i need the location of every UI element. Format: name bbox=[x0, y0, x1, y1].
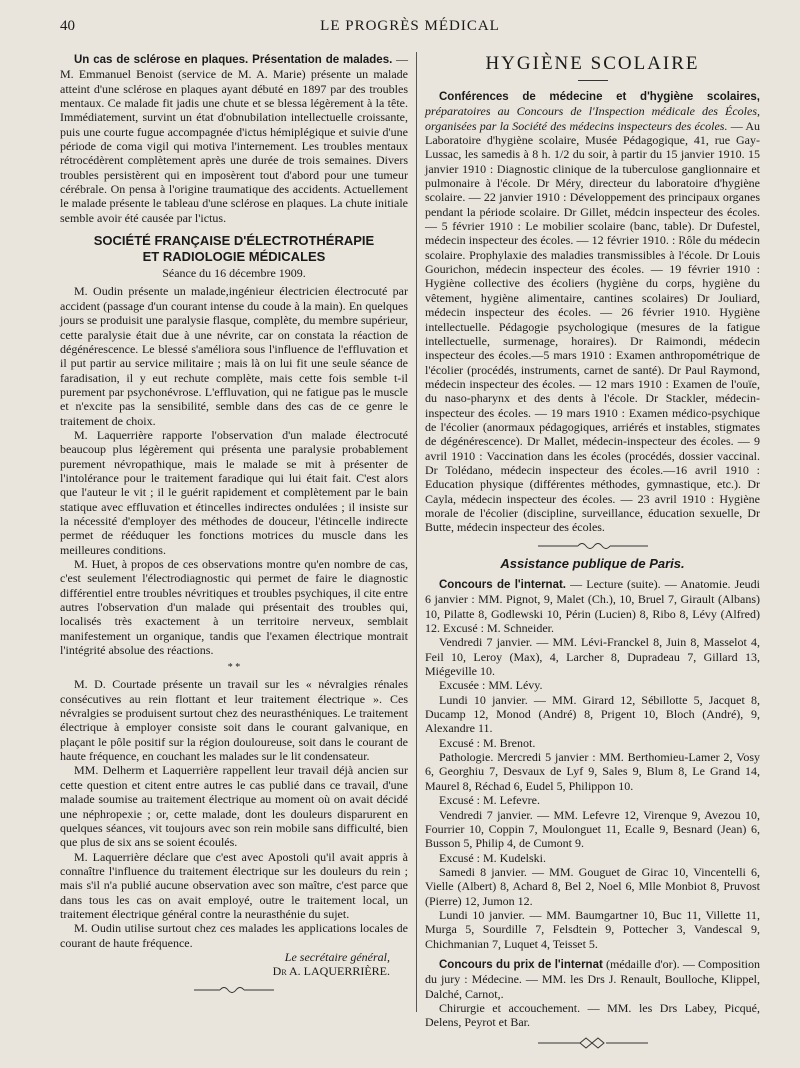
internat-text: — Lecture (suite). — Anatomie. Jeudi 6 janvier : MM. Pignot, 9, Malet (Ch.), 10, Bruel 7, Girault (Albans) 10, Pilatte 8, Godlewski 10, Périn (Lucien) 8, Ribo 8, Lévy (Alfred) 12. Excusé : M. Schneider. bbox=[425, 577, 760, 636]
section-title-hygiene: HYGIÈNE SCOLAIRE bbox=[485, 53, 700, 74]
case-title: Un cas de sclérose en plaques. Présentation de malades. bbox=[74, 54, 393, 66]
prix-paragraph bbox=[425, 957, 760, 1001]
prix-body: (médaille d'or). — Composition du jury : Médecine. — MM. les Drs J. Renault, Boulloche, Klippel, Dalché, Carnot,. bbox=[425, 956, 760, 1001]
internat-entry: Samedi 8 janvier. — MM. Gouguet de Girac 10, Vincentelli 6, Vielle (Albert) 8, Achard 8, Bel 2, Noel 6, Mlle Monbiot 8, Pruvost (Pierre) 12, Jumon 12. bbox=[425, 864, 760, 908]
section-stars: * * bbox=[227, 662, 241, 674]
society-title bbox=[60, 233, 408, 265]
page-number: 40 bbox=[60, 18, 75, 34]
conferences-body: — Au Laboratoire d'hygiène scolaire, Musée Pédagogique, 41, rue Gay-Lussac, les samedis à 8 h. 1/2 du soir, à partir du 15 janvier 1910. 15 janvier 1910 : Diagnostic clinique de la tuberculose ganglionnaire et pulmonaire à l'école. Dr Méry, directeur du laboratoire d'hygiène scolaire. — 22 janvier 1910 : Développement des principaux organes pendant la période scolaire. Dr Gillet, médcin inspecteur des écoles. — 5 février 1910 : Le mobilier scolaire (banc, table). Dr Dufestel, médecin inspecteur des écoles. — 12 février 1910. : Rôle du médecin scolaire. Prophylaxie des maladies transmissibles à l'école. Dr Louis Gourichon, médecin inspecteur des écoles. — 19 février 1910 : Hygiène collective des écoliers (hygiène du corps, hygiène du vêtement, hygiène alimentaire, cantines scolaires) Dr Jouliard, médecin inspecteur des écoles. — 26 février 1910. Hygiène intellectuelle. Pédagogie psychologique (mesures de la fatigue intellectuelle, surmenage, horaires). Dr Raimondi, médecin inspecteur des écoles.—5 mars 1910 : Examen anthropométrique de l'écolier (procédés, instruments, carnet de santé). Dr Paul Raymond, médecin inspecteur des écoles. — 12 mars 1910 : Examen de l'ouïe, du naso-pharynx et des dents à l'école. Dr Stackler, médecin-inspecteur des écoles. — 19 mars 1910 : Examen médico-psychique de l'écolier (anormaux pédagogiques, arriérés et instables, stigmates de dégénérescence). Dr Mallet, médecin-inspecteur des écoles. — 9 avril 1910 : Vaccination dans les écoles (procédés, dossier vaccinal. Dr Tolédano, médecin inspecteur des écoles.—16 avril 1910 : Education physique (différentes méthodes, gymnastique, etc.). Dr Cayla, médecin inspecteur des écoles. — 23 avril 1910 : Hygiène morale de l'écolier (discipline, surveillance, éducation sexuelle, Dr Butte, médecin inspecteur des écoles. bbox=[425, 118, 760, 535]
internat-entry: Excusé : M. Lefevre. bbox=[439, 793, 540, 808]
flourish-ornament bbox=[538, 541, 648, 551]
session-date: Séance du 16 décembre 1909. bbox=[162, 266, 306, 281]
closing-ornament bbox=[538, 1036, 648, 1050]
conferences-paragraph bbox=[425, 89, 760, 535]
paragraph-huet: M. Huet, à propos de ces observations montre qu'en nombre de cas, c'est seulement l'électrodiagnostic qui permet de faire le diagnostic différentiel entre troubles névritiques et troubles psychiques, il cite entre autres l'observation d'un malade qui présentait des troubles qui, localisés très exactement à un territoire nerveux, semblait manifestement un organique, tandis que l'examen électrique montrait l'intégrité absolue des réactions. bbox=[60, 557, 408, 658]
paragraph-delherm: MM. Delherm et Laquerrière rappellent leur travail déjà ancien sur cette question et citent entre autres le cas publié dans ce travail, d'une malade soumise au traitement électrique au moment où on avait décidé une néphropexie ; or, cette malade, dont les douleurs disparurent en quelques séances, vit toujours avec son rein mobile sans difficulté, bien que plus de six ans se soient écoulés. bbox=[60, 763, 408, 850]
journal-title: LE PROGRÈS MÉDICAL bbox=[320, 18, 500, 34]
column-divider bbox=[416, 52, 417, 1012]
paragraph-oudin-2: M. Oudin utilise surtout chez ces malades les applications locales de courant de haute fréquence. bbox=[60, 921, 408, 950]
page-header bbox=[60, 18, 760, 40]
internat-entry: Pathologie. Mercredi 5 janvier : MM. Berthomieu-Lamer 2, Vosy 6, Georghiu 7, Desvaux de Lyf 9, Sales 9, Blum 8, Le Grand 14, Maurel 8, Réchad 6, Eudel 5, Philippon 10. bbox=[425, 750, 760, 793]
conferences-italic: préparatoires au Concours de l'Inspection médicale des Écoles, organisées par la Société des médecins inspecteurs des écoles. bbox=[425, 104, 760, 133]
internat-lead: Concours de l'internat. bbox=[439, 579, 567, 591]
signature-name: Dr A. LAQUERRIÈRE. bbox=[272, 964, 390, 979]
paragraph-laquerriere: M. Laquerrière rapporte l'observation d'un malade électrocuté beaucoup plus légèrement qui présenta une paralysie probablement purement névropathique, mais le malade se mit à présenter de l'intolérance pour le traitement faradique qui lui était fait. C'est alors que l'auteur le vit ; il le guérit rapidement et complètement par le bain statique avec effluvation et étincelles indirectes ondulées ; il insiste sur la nécessité d'employer des méthodes de douceur, l'étincelle indirecte permet de rééduquer les fonctions motrices du muscle dans les meilleures conditions. bbox=[60, 427, 408, 557]
case-paragraph bbox=[60, 52, 408, 225]
internat-entry: Excusée : MM. Lévy. bbox=[439, 678, 543, 693]
chirurgie-paragraph: Chirurgie et accouchement. — MM. les Drs Labey, Picqué, Delens, Peyrot et Bar. bbox=[425, 1000, 760, 1030]
society-title-line-2: ET RADIOLOGIE MÉDICALES bbox=[142, 249, 326, 265]
paragraph-courtade: M. D. Courtade présente un travail sur les « névralgies rénales consécutives au rein flottant et leur traitement électrique ». Ces névralgies se produisent surtout chez des neurasthéniques. Le traitement électrique à employer consiste soit dans le courant galvanique, en plaçant le pôle positif sur la région douloureuse, soit dans le courant de haute fréquence, en couchant les malades sur le lit condensateur. bbox=[60, 677, 408, 764]
flourish-ornament bbox=[194, 985, 274, 995]
case-body: — M. Emmanuel Benoist (service de M. A. Marie) présente un malade atteint d'une sclérose en plaques ayant débuté en 1897 par des troubles mentaux. Ce malade fit jadis une chute et se blessa légèrement à la tête. Immédiatement, survint un état d'obnubilation intellectuelle croissante, puis une courte fugue accompagnée d'ictus hémiplégique et suivie d'une période de coma vigil qui motiva l'internement. Les troubles mentaux rétrocédèrent complètement après une durée de trois semaines. Divers troubles persistèrent qui en imposèrent tout d'abord pour une tumeur cérébrale. On pensa à l'origine traumatique des accidents. Actuellement le malade présente le tableau d'une sclérose en plaques. La chute initiale semble avoir été causée par l'ictus. bbox=[60, 52, 408, 225]
internat-entry: Excusé : M. Kudelski. bbox=[439, 850, 546, 865]
paragraph-laquerriere-2: M. Laquerrière déclare que c'est avec Apostoli qu'il avait appris à connaître l'influence du traitement électrique sur les douleurs du rein ; mais s'il n'a publié aucune observation avec son maître, c'est parce que dans tous les cas on avait employé, outre le traitement local, un traitement électrique général contre la neurasthénie du sujet. bbox=[60, 849, 408, 921]
prix-lead: Concours du prix de l'internat bbox=[439, 958, 603, 971]
society-title-line-1: SOCIÉTÉ FRANÇAISE D'ÉLECTROTHÉRAPIE bbox=[93, 233, 375, 249]
internat-entry: Lundi 10 janvier. — MM. Girard 12, Sébillotte 5, Jacquet 8, Ducamp 12, Monod (André) 8, Prigent 10, Bloch (André), 9, Alexandre 11. bbox=[425, 692, 760, 736]
internat-entry: Vendredi 7 janvier. — MM. Lefevre 12, Virenque 9, Avezou 10, Fourrier 10, Coppin 7, Moulonguet 11, Ecalle 9, Besnard (Jean) 6, Busson 5, Philip 4, de Cumont 9. bbox=[425, 807, 760, 851]
left-column bbox=[60, 52, 408, 1001]
internat-paragraph bbox=[425, 577, 760, 635]
right-column bbox=[425, 52, 760, 1056]
assistance-publique-title: Assistance publique de Paris. bbox=[500, 555, 685, 571]
title-rule bbox=[578, 80, 608, 81]
internat-entry: Excusé : M. Brenot. bbox=[439, 735, 536, 750]
conferences-lead: Conférences de médecine et d'hygiène scolaires, bbox=[439, 91, 760, 103]
internat-entry: Vendredi 7 janvier. — MM. Lévi-Franckel 8, Juin 8, Masselot 4, Feil 10, Leroy (Max), 4, Larcher 8, Dupradeau 7, Gillard 13, Miégeville 10. bbox=[425, 635, 760, 679]
signature-role: Le secrétaire général, bbox=[284, 949, 390, 964]
paragraph-oudin: M. Oudin présente un malade,ingénieur électricien électrocuté par accident (passage d'un courant intense du coude à la main). En quelques jours se produisit une paralysie flasque, complète, du membre supérieur, cette paralysie était due à une névrite, car on constata la réaction de dégénérescence. Le blessé s'améliora sous l'influence de l'effluvation et il put partir au service militaire ; mais là on lui fit une seule séance de faradisation, il y eut rechute complète, mais cette fois semble t-il purement par psychonévrose. L'effluvation, qui ne fatigue pas le muscle et n'excite pas la sensibilité, semble dans des cas de ce genre le traitement de choix. bbox=[60, 284, 408, 428]
internat-entry: Lundi 10 janvier. — MM. Baumgartner 10, Buc 11, Villette 11, Murga 5, Sourdille 7, Felsdtein 9, Pottecher 3, Vandescal 9, Chichmanian 7, Luquet 4, Teisset 5. bbox=[425, 907, 760, 951]
